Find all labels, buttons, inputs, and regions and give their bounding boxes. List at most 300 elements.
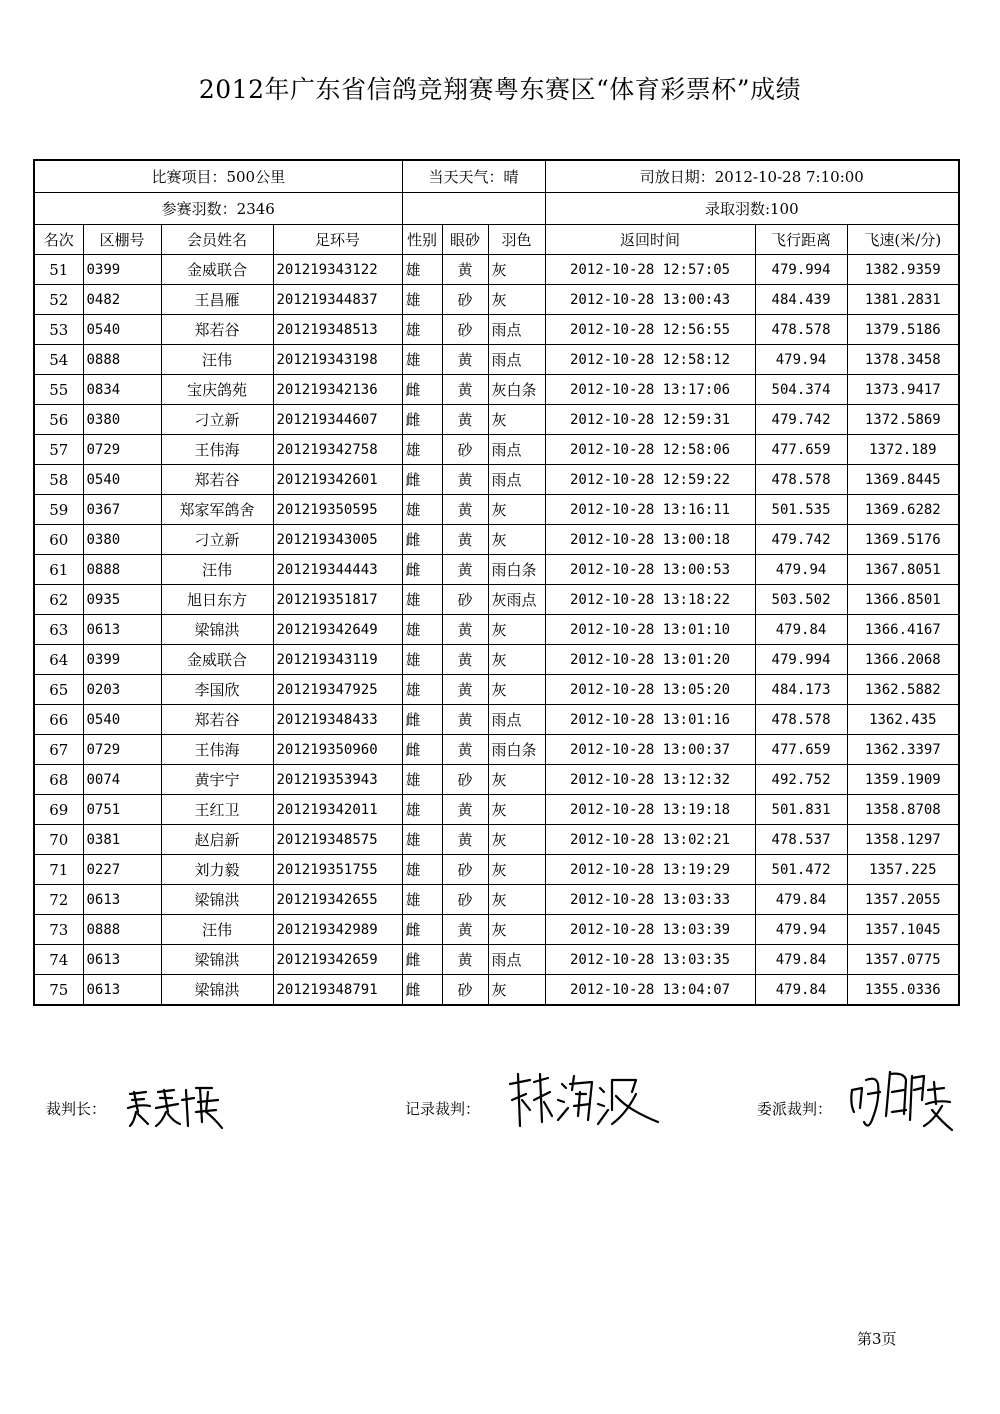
eye-cell: 砂 xyxy=(442,315,488,345)
ring-number-cell: 201219343122 xyxy=(273,255,402,285)
rank-cell: 59 xyxy=(34,495,83,525)
rank-cell: 66 xyxy=(34,705,83,735)
eye-cell: 黄 xyxy=(442,645,488,675)
color-cell: 雨白条 xyxy=(488,555,545,585)
ring-number-cell: 201219342989 xyxy=(273,915,402,945)
loft-cell: 0729 xyxy=(83,735,161,765)
header-sex: 性别 xyxy=(402,225,442,255)
loft-cell: 0613 xyxy=(83,975,161,1006)
loft-cell: 0203 xyxy=(83,675,161,705)
recorder-judge-label: 记录裁判： xyxy=(405,1100,481,1118)
return-time-cell: 2012-10-28 12:58:06 xyxy=(545,435,755,465)
event-info: 比赛项目：500公里 xyxy=(34,160,402,193)
table-row xyxy=(34,915,959,945)
rank-cell: 65 xyxy=(34,675,83,705)
sex-cell: 雌 xyxy=(402,945,442,975)
table-row xyxy=(34,525,959,555)
table-row xyxy=(34,705,959,735)
loft-cell: 0888 xyxy=(83,555,161,585)
speed-cell: 1372.5869 xyxy=(847,405,959,435)
ring-number-cell: 201219348513 xyxy=(273,315,402,345)
loft-cell: 0540 xyxy=(83,465,161,495)
distance-cell: 501.535 xyxy=(755,495,847,525)
return-time-cell: 2012-10-28 12:59:31 xyxy=(545,405,755,435)
color-cell: 灰 xyxy=(488,885,545,915)
rank-cell: 68 xyxy=(34,765,83,795)
chief-judge-label: 裁判长： xyxy=(46,1100,107,1118)
member-name-cell: 金威联合 xyxy=(161,255,273,285)
return-time-cell: 2012-10-28 12:59:22 xyxy=(545,465,755,495)
speed-cell: 1358.1297 xyxy=(847,825,959,855)
speed-cell: 1369.8445 xyxy=(847,465,959,495)
header-distance: 飞行距离 xyxy=(755,225,847,255)
eye-cell: 黄 xyxy=(442,555,488,585)
ring-number-cell: 201219343005 xyxy=(273,525,402,555)
distance-cell: 492.752 xyxy=(755,765,847,795)
ring-number-cell: 201219351755 xyxy=(273,855,402,885)
ring-number-cell: 201219343119 xyxy=(273,645,402,675)
ring-number-cell: 201219344607 xyxy=(273,405,402,435)
loft-cell: 0074 xyxy=(83,765,161,795)
sex-cell: 雌 xyxy=(402,705,442,735)
member-name-cell: 旭日东方 xyxy=(161,585,273,615)
header-rank: 名次 xyxy=(34,225,83,255)
eye-cell: 砂 xyxy=(442,765,488,795)
loft-cell: 0729 xyxy=(83,435,161,465)
rank-cell: 58 xyxy=(34,465,83,495)
speed-cell: 1358.8708 xyxy=(847,795,959,825)
speed-cell: 1366.8501 xyxy=(847,585,959,615)
page-title: 2012年广东省信鸽竞翔赛粤东赛区“体育彩票杯”成绩 xyxy=(198,75,802,104)
speed-cell: 1366.4167 xyxy=(847,615,959,645)
distance-cell: 479.94 xyxy=(755,915,847,945)
rank-cell: 70 xyxy=(34,825,83,855)
rank-cell: 71 xyxy=(34,855,83,885)
rank-cell: 73 xyxy=(34,915,83,945)
ring-number-cell: 201219342758 xyxy=(273,435,402,465)
sex-cell: 雄 xyxy=(402,645,442,675)
speed-cell: 1357.0775 xyxy=(847,945,959,975)
table-row xyxy=(34,465,959,495)
results-table xyxy=(33,159,960,1006)
speed-cell: 1381.2831 xyxy=(847,285,959,315)
sex-cell: 雌 xyxy=(402,525,442,555)
rank-cell: 56 xyxy=(34,405,83,435)
distance-cell: 477.659 xyxy=(755,735,847,765)
header-return-time: 返回时间 xyxy=(545,225,755,255)
speed-cell: 1378.3458 xyxy=(847,345,959,375)
rank-cell: 54 xyxy=(34,345,83,375)
color-cell: 雨点 xyxy=(488,315,545,345)
table-row xyxy=(34,825,959,855)
qualified-info: 录取羽数:100 xyxy=(545,193,959,225)
loft-cell: 0613 xyxy=(83,945,161,975)
ring-number-cell: 201219343198 xyxy=(273,345,402,375)
ring-number-cell: 201219353943 xyxy=(273,765,402,795)
ring-number-cell: 201219342136 xyxy=(273,375,402,405)
eye-cell: 砂 xyxy=(442,285,488,315)
table-row xyxy=(34,315,959,345)
table-row xyxy=(34,255,959,285)
distance-cell: 478.537 xyxy=(755,825,847,855)
sex-cell: 雄 xyxy=(402,765,442,795)
return-time-cell: 2012-10-28 13:02:21 xyxy=(545,825,755,855)
distance-cell: 478.578 xyxy=(755,705,847,735)
color-cell: 灰 xyxy=(488,825,545,855)
speed-cell: 1369.5176 xyxy=(847,525,959,555)
ring-number-cell: 201219342649 xyxy=(273,615,402,645)
entries-info: 参赛羽数：2346 xyxy=(34,193,402,225)
eye-cell: 砂 xyxy=(442,885,488,915)
speed-cell: 1372.189 xyxy=(847,435,959,465)
ring-number-cell: 201219344443 xyxy=(273,555,402,585)
color-cell: 雨点 xyxy=(488,465,545,495)
speed-cell: 1359.1909 xyxy=(847,765,959,795)
page-number: 第3页 xyxy=(857,1330,897,1348)
loft-cell: 0380 xyxy=(83,405,161,435)
ring-number-cell: 201219342655 xyxy=(273,885,402,915)
eye-cell: 黄 xyxy=(442,525,488,555)
sex-cell: 雄 xyxy=(402,495,442,525)
chief-judge-signature xyxy=(122,1082,232,1132)
loft-cell: 0399 xyxy=(83,255,161,285)
table-row xyxy=(34,795,959,825)
table-row xyxy=(34,615,959,645)
sex-cell: 雌 xyxy=(402,915,442,945)
member-name-cell: 郑家军鸽舍 xyxy=(161,495,273,525)
table-row xyxy=(34,585,959,615)
return-time-cell: 2012-10-28 13:03:33 xyxy=(545,885,755,915)
rank-cell: 63 xyxy=(34,615,83,645)
sex-cell: 雄 xyxy=(402,435,442,465)
sex-cell: 雄 xyxy=(402,885,442,915)
loft-cell: 0227 xyxy=(83,855,161,885)
return-time-cell: 2012-10-28 13:03:35 xyxy=(545,945,755,975)
return-time-cell: 2012-10-28 13:18:22 xyxy=(545,585,755,615)
eye-cell: 黄 xyxy=(442,405,488,435)
header-member: 会员姓名 xyxy=(161,225,273,255)
eye-cell: 黄 xyxy=(442,945,488,975)
loft-cell: 0751 xyxy=(83,795,161,825)
ring-number-cell: 201219348433 xyxy=(273,705,402,735)
distance-cell: 484.439 xyxy=(755,285,847,315)
sex-cell: 雄 xyxy=(402,795,442,825)
member-name-cell: 李国欣 xyxy=(161,675,273,705)
distance-cell: 479.994 xyxy=(755,645,847,675)
member-name-cell: 梁锦洪 xyxy=(161,615,273,645)
rank-cell: 75 xyxy=(34,975,83,1006)
loft-cell: 0834 xyxy=(83,375,161,405)
eye-cell: 黄 xyxy=(442,375,488,405)
eye-cell: 砂 xyxy=(442,975,488,1006)
table-row xyxy=(34,435,959,465)
sex-cell: 雄 xyxy=(402,585,442,615)
return-time-cell: 2012-10-28 12:58:12 xyxy=(545,345,755,375)
loft-cell: 0540 xyxy=(83,705,161,735)
distance-cell: 479.84 xyxy=(755,615,847,645)
member-name-cell: 宝庆鸽苑 xyxy=(161,375,273,405)
return-time-cell: 2012-10-28 13:01:16 xyxy=(545,705,755,735)
sex-cell: 雄 xyxy=(402,345,442,375)
speed-cell: 1379.5186 xyxy=(847,315,959,345)
ring-number-cell: 201219351817 xyxy=(273,585,402,615)
ring-number-cell: 201219342011 xyxy=(273,795,402,825)
weather-info: 当天天气：晴 xyxy=(402,160,545,193)
member-name-cell: 汪伟 xyxy=(161,345,273,375)
sex-cell: 雌 xyxy=(402,555,442,585)
return-time-cell: 2012-10-28 13:04:07 xyxy=(545,975,755,1006)
speed-cell: 1369.6282 xyxy=(847,495,959,525)
return-time-cell: 2012-10-28 13:00:37 xyxy=(545,735,755,765)
table-row xyxy=(34,375,959,405)
color-cell: 雨点 xyxy=(488,945,545,975)
eye-cell: 砂 xyxy=(442,585,488,615)
sex-cell: 雄 xyxy=(402,315,442,345)
color-cell: 灰 xyxy=(488,285,545,315)
return-time-cell: 2012-10-28 13:01:10 xyxy=(545,615,755,645)
loft-cell: 0380 xyxy=(83,525,161,555)
color-cell: 灰 xyxy=(488,855,545,885)
loft-cell: 0482 xyxy=(83,285,161,315)
member-name-cell: 刁立新 xyxy=(161,405,273,435)
rank-cell: 67 xyxy=(34,735,83,765)
ring-number-cell: 201219347925 xyxy=(273,675,402,705)
return-time-cell: 2012-10-28 12:57:05 xyxy=(545,255,755,285)
distance-cell: 479.84 xyxy=(755,885,847,915)
distance-cell: 479.94 xyxy=(755,555,847,585)
distance-cell: 484.173 xyxy=(755,675,847,705)
distance-cell: 501.831 xyxy=(755,795,847,825)
member-name-cell: 梁锦洪 xyxy=(161,885,273,915)
distance-cell: 478.578 xyxy=(755,315,847,345)
color-cell: 灰雨点 xyxy=(488,585,545,615)
ring-number-cell: 201219344837 xyxy=(273,285,402,315)
speed-cell: 1357.2055 xyxy=(847,885,959,915)
return-time-cell: 2012-10-28 13:19:29 xyxy=(545,855,755,885)
info-blank-cell xyxy=(402,193,545,225)
color-cell: 雨点 xyxy=(488,345,545,375)
color-cell: 灰 xyxy=(488,255,545,285)
speed-cell: 1382.9359 xyxy=(847,255,959,285)
color-cell: 灰 xyxy=(488,795,545,825)
color-cell: 灰 xyxy=(488,975,545,1006)
table-row xyxy=(34,675,959,705)
distance-cell: 501.472 xyxy=(755,855,847,885)
table-row xyxy=(34,765,959,795)
sex-cell: 雄 xyxy=(402,255,442,285)
member-name-cell: 王伟海 xyxy=(161,735,273,765)
header-row xyxy=(34,225,959,255)
sex-cell: 雌 xyxy=(402,405,442,435)
color-cell: 雨白条 xyxy=(488,735,545,765)
color-cell: 雨点 xyxy=(488,705,545,735)
return-time-cell: 2012-10-28 13:00:18 xyxy=(545,525,755,555)
rank-cell: 61 xyxy=(34,555,83,585)
member-name-cell: 郑若谷 xyxy=(161,705,273,735)
rank-cell: 51 xyxy=(34,255,83,285)
member-name-cell: 汪伟 xyxy=(161,555,273,585)
release-info: 司放日期：2012-10-28 7:10:00 xyxy=(545,160,959,193)
distance-cell: 479.742 xyxy=(755,525,847,555)
table-row xyxy=(34,495,959,525)
member-name-cell: 王红卫 xyxy=(161,795,273,825)
member-name-cell: 黄宇宁 xyxy=(161,765,273,795)
sex-cell: 雌 xyxy=(402,465,442,495)
rank-cell: 62 xyxy=(34,585,83,615)
eye-cell: 黄 xyxy=(442,255,488,285)
member-name-cell: 刘力毅 xyxy=(161,855,273,885)
sex-cell: 雄 xyxy=(402,675,442,705)
member-name-cell: 金威联合 xyxy=(161,645,273,675)
color-cell: 灰 xyxy=(488,405,545,435)
sex-cell: 雌 xyxy=(402,975,442,1006)
return-time-cell: 2012-10-28 13:00:53 xyxy=(545,555,755,585)
loft-cell: 0888 xyxy=(83,915,161,945)
speed-cell: 1355.0336 xyxy=(847,975,959,1006)
table-row xyxy=(34,885,959,915)
return-time-cell: 2012-10-28 13:12:32 xyxy=(545,765,755,795)
color-cell: 灰白条 xyxy=(488,375,545,405)
speed-cell: 1366.2068 xyxy=(847,645,959,675)
return-time-cell: 2012-10-28 13:00:43 xyxy=(545,285,755,315)
rank-cell: 57 xyxy=(34,435,83,465)
eye-cell: 黄 xyxy=(442,495,488,525)
distance-cell: 479.84 xyxy=(755,945,847,975)
distance-cell: 478.578 xyxy=(755,465,847,495)
sex-cell: 雌 xyxy=(402,735,442,765)
ring-number-cell: 201219350960 xyxy=(273,735,402,765)
ring-number-cell: 201219348575 xyxy=(273,825,402,855)
header-color: 羽色 xyxy=(488,225,545,255)
color-cell: 灰 xyxy=(488,495,545,525)
table-row xyxy=(34,645,959,675)
eye-cell: 砂 xyxy=(442,855,488,885)
sex-cell: 雄 xyxy=(402,825,442,855)
loft-cell: 0613 xyxy=(83,885,161,915)
info-row-2 xyxy=(34,193,959,225)
table-row xyxy=(34,285,959,315)
sex-cell: 雄 xyxy=(402,615,442,645)
header-eye: 眼砂 xyxy=(442,225,488,255)
header-ring: 足环号 xyxy=(273,225,402,255)
eye-cell: 黄 xyxy=(442,675,488,705)
sex-cell: 雄 xyxy=(402,285,442,315)
ring-number-cell: 201219350595 xyxy=(273,495,402,525)
rank-cell: 52 xyxy=(34,285,83,315)
rank-cell: 64 xyxy=(34,645,83,675)
distance-cell: 479.84 xyxy=(755,975,847,1006)
speed-cell: 1367.8051 xyxy=(847,555,959,585)
speed-cell: 1373.9417 xyxy=(847,375,959,405)
table-row xyxy=(34,405,959,435)
eye-cell: 黄 xyxy=(442,705,488,735)
rank-cell: 55 xyxy=(34,375,83,405)
member-name-cell: 梁锦洪 xyxy=(161,945,273,975)
eye-cell: 黄 xyxy=(442,795,488,825)
distance-cell: 504.374 xyxy=(755,375,847,405)
member-name-cell: 王伟海 xyxy=(161,435,273,465)
delegate-judge-label: 委派裁判： xyxy=(757,1100,833,1118)
member-name-cell: 郑若谷 xyxy=(161,315,273,345)
rank-cell: 60 xyxy=(34,525,83,555)
loft-cell: 0367 xyxy=(83,495,161,525)
eye-cell: 砂 xyxy=(442,435,488,465)
header-loft: 区棚号 xyxy=(83,225,161,255)
eye-cell: 黄 xyxy=(442,345,488,375)
eye-cell: 黄 xyxy=(442,615,488,645)
color-cell: 灰 xyxy=(488,645,545,675)
sex-cell: 雄 xyxy=(402,855,442,885)
eye-cell: 黄 xyxy=(442,825,488,855)
color-cell: 灰 xyxy=(488,675,545,705)
loft-cell: 0613 xyxy=(83,615,161,645)
loft-cell: 0540 xyxy=(83,315,161,345)
distance-cell: 479.994 xyxy=(755,255,847,285)
rank-cell: 53 xyxy=(34,315,83,345)
table-row xyxy=(34,555,959,585)
return-time-cell: 2012-10-28 12:56:55 xyxy=(545,315,755,345)
loft-cell: 0888 xyxy=(83,345,161,375)
return-time-cell: 2012-10-28 13:16:11 xyxy=(545,495,755,525)
table-row xyxy=(34,735,959,765)
ring-number-cell: 201219348791 xyxy=(273,975,402,1006)
rank-cell: 72 xyxy=(34,885,83,915)
loft-cell: 0935 xyxy=(83,585,161,615)
ring-number-cell: 201219342601 xyxy=(273,465,402,495)
color-cell: 灰 xyxy=(488,915,545,945)
member-name-cell: 汪伟 xyxy=(161,915,273,945)
table-row xyxy=(34,855,959,885)
loft-cell: 0399 xyxy=(83,645,161,675)
color-cell: 灰 xyxy=(488,765,545,795)
info-row-1 xyxy=(34,160,959,193)
distance-cell: 479.94 xyxy=(755,345,847,375)
rank-cell: 69 xyxy=(34,795,83,825)
speed-cell: 1362.3397 xyxy=(847,735,959,765)
eye-cell: 黄 xyxy=(442,915,488,945)
table-row xyxy=(34,975,959,1006)
table-row xyxy=(34,945,959,975)
color-cell: 灰 xyxy=(488,525,545,555)
distance-cell: 479.742 xyxy=(755,405,847,435)
speed-cell: 1357.1045 xyxy=(847,915,959,945)
eye-cell: 黄 xyxy=(442,465,488,495)
header-speed: 飞速(米/分) xyxy=(847,225,959,255)
return-time-cell: 2012-10-28 13:03:39 xyxy=(545,915,755,945)
ring-number-cell: 201219342659 xyxy=(273,945,402,975)
rank-cell: 74 xyxy=(34,945,83,975)
color-cell: 雨点 xyxy=(488,435,545,465)
return-time-cell: 2012-10-28 13:01:20 xyxy=(545,645,755,675)
return-time-cell: 2012-10-28 13:19:18 xyxy=(545,795,755,825)
speed-cell: 1362.5882 xyxy=(847,675,959,705)
loft-cell: 0381 xyxy=(83,825,161,855)
distance-cell: 477.659 xyxy=(755,435,847,465)
member-name-cell: 郑若谷 xyxy=(161,465,273,495)
member-name-cell: 王昌雁 xyxy=(161,285,273,315)
speed-cell: 1362.435 xyxy=(847,705,959,735)
member-name-cell: 赵启新 xyxy=(161,825,273,855)
recorder-judge-signature xyxy=(500,1070,665,1135)
table-row xyxy=(34,345,959,375)
delegate-judge-signature xyxy=(846,1060,956,1140)
distance-cell: 503.502 xyxy=(755,585,847,615)
sex-cell: 雌 xyxy=(402,375,442,405)
return-time-cell: 2012-10-28 13:17:06 xyxy=(545,375,755,405)
eye-cell: 黄 xyxy=(442,735,488,765)
color-cell: 灰 xyxy=(488,615,545,645)
member-name-cell: 梁锦洪 xyxy=(161,975,273,1006)
